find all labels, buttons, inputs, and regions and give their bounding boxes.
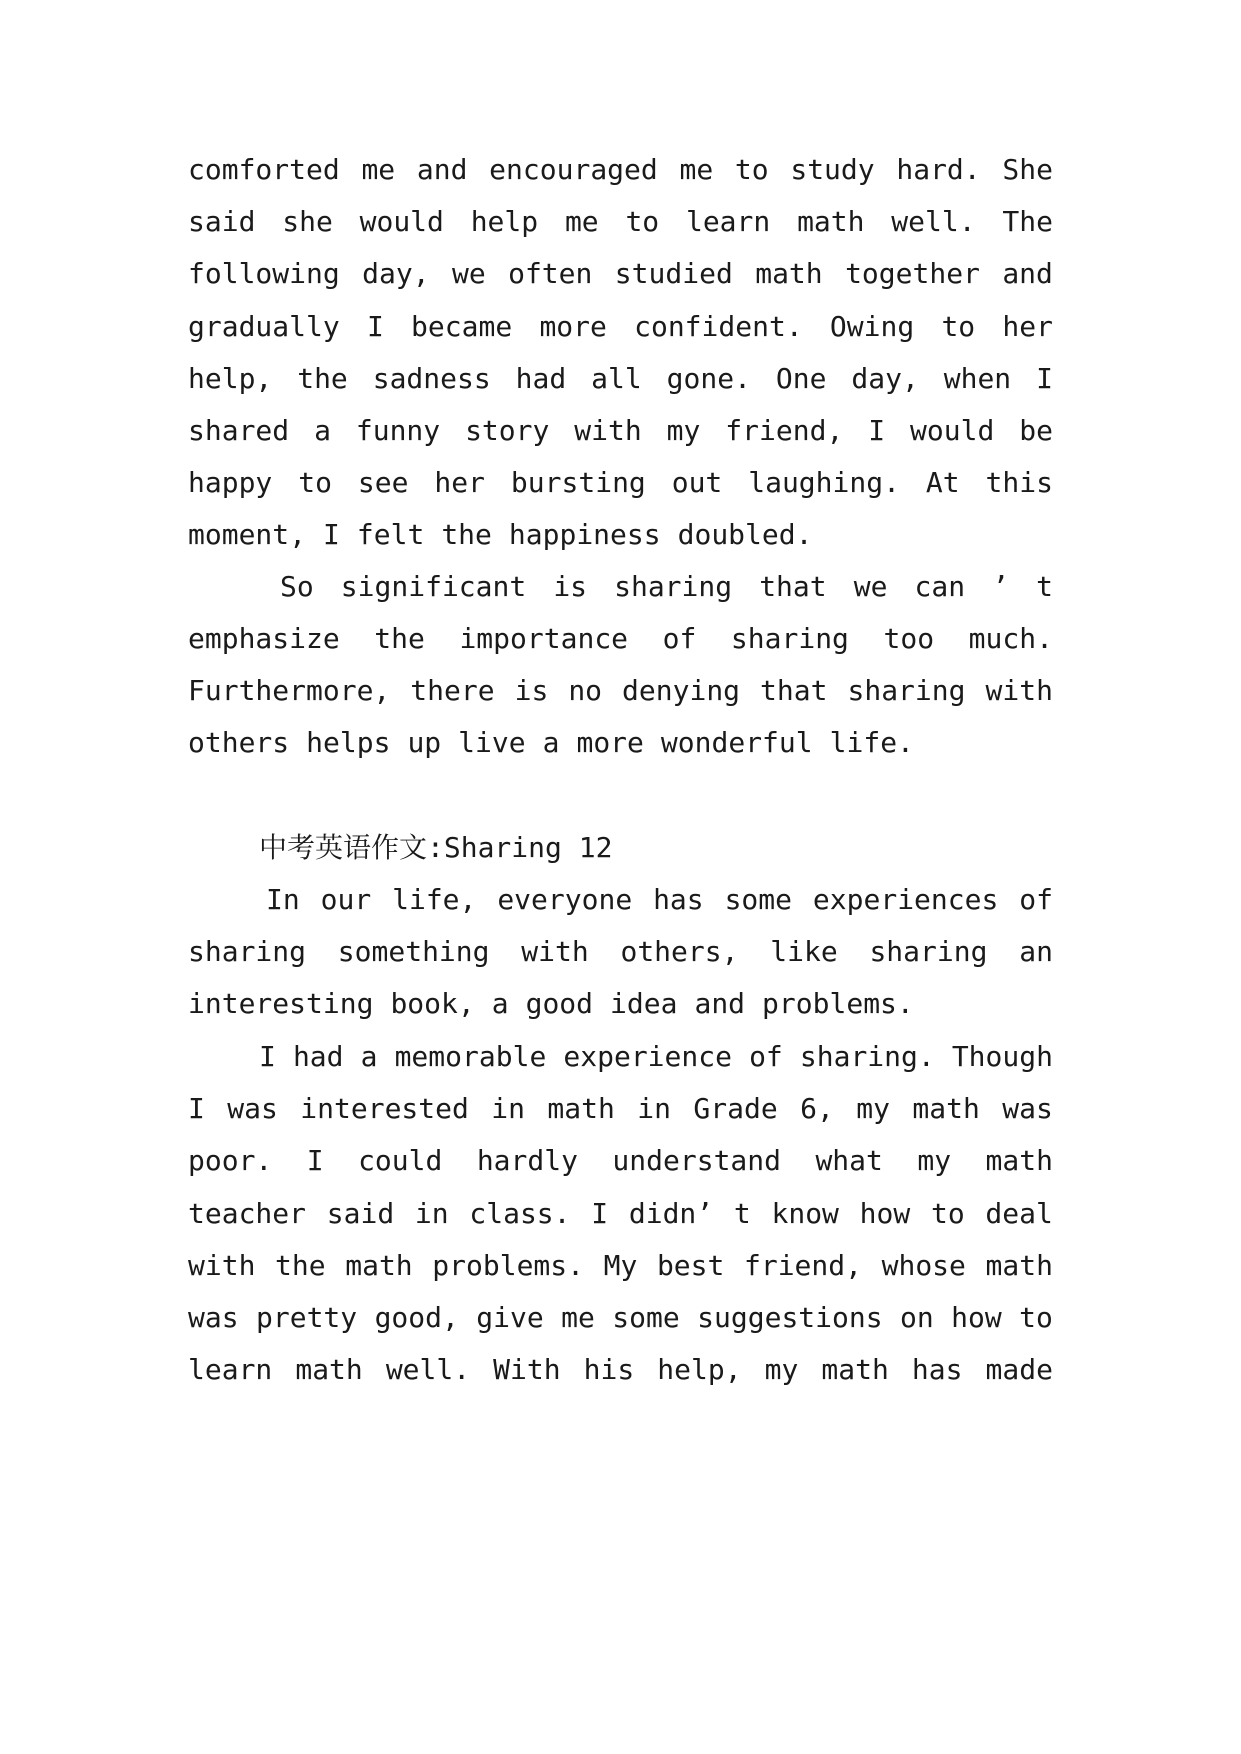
word: sharing. xyxy=(799,1040,935,1073)
word: my xyxy=(764,1353,799,1386)
word: would xyxy=(910,414,995,447)
word: whose xyxy=(881,1249,966,1282)
word: significant xyxy=(340,570,527,603)
word: with xyxy=(521,935,589,968)
word: She xyxy=(1002,153,1053,186)
word: sharing xyxy=(847,674,966,707)
word: sadness xyxy=(372,362,491,395)
word: to xyxy=(298,466,332,499)
word: t xyxy=(733,1197,751,1230)
word: helps xyxy=(306,726,391,759)
word: math xyxy=(985,1144,1053,1177)
word: her xyxy=(434,466,485,499)
word: is xyxy=(514,674,549,707)
word: At xyxy=(925,466,960,499)
word: my xyxy=(666,414,701,447)
text-line xyxy=(188,1194,1053,1234)
word: some xyxy=(612,1301,680,1334)
word: gradually xyxy=(188,310,340,343)
word: how xyxy=(951,1301,1002,1334)
word: study xyxy=(790,153,875,186)
word: a xyxy=(360,1040,378,1073)
word: others xyxy=(188,726,290,759)
text-line xyxy=(188,307,1053,347)
word: poor. xyxy=(188,1144,273,1177)
word: good, xyxy=(374,1301,459,1334)
word: out xyxy=(671,466,723,499)
word: Grade xyxy=(693,1092,778,1125)
word: sharing xyxy=(188,935,307,968)
word: there xyxy=(410,674,495,707)
word: all xyxy=(591,362,642,395)
word: math xyxy=(345,1249,413,1282)
word: math xyxy=(547,1092,615,1125)
word: others, xyxy=(620,935,739,968)
word: One xyxy=(775,362,827,395)
word: she xyxy=(282,205,333,238)
word: a xyxy=(491,987,509,1020)
word: me xyxy=(561,1301,595,1334)
word: understand xyxy=(612,1144,781,1177)
word: made xyxy=(985,1353,1053,1386)
word: our xyxy=(320,883,372,916)
word: well. xyxy=(385,1353,471,1386)
word: the xyxy=(441,518,492,551)
text-line xyxy=(188,1089,1053,1129)
word: confident. xyxy=(634,310,803,343)
word: I xyxy=(591,1197,609,1230)
word: became xyxy=(411,310,513,343)
word: I xyxy=(306,1144,324,1177)
word: Though xyxy=(951,1040,1053,1073)
word: said xyxy=(326,1197,395,1230)
text-line xyxy=(188,723,931,763)
word: Owing xyxy=(829,310,915,343)
word: can xyxy=(914,570,966,603)
word: of xyxy=(1019,883,1053,916)
word: in xyxy=(491,1092,525,1125)
word: the xyxy=(297,362,348,395)
word: funny xyxy=(355,414,441,447)
word: what xyxy=(815,1144,883,1177)
word: encouraged xyxy=(489,153,658,186)
word: in xyxy=(637,1092,671,1125)
word: I xyxy=(188,1092,205,1125)
word: deal xyxy=(985,1197,1053,1230)
word: idea xyxy=(610,987,678,1020)
word: learn xyxy=(188,1353,273,1386)
word: interested xyxy=(300,1092,469,1125)
word: see xyxy=(357,466,409,499)
text-line xyxy=(188,932,1053,972)
word: no xyxy=(568,674,603,707)
word: is xyxy=(553,570,588,603)
word: to xyxy=(941,310,976,343)
word: I xyxy=(366,310,384,343)
word: a xyxy=(542,726,560,759)
word: day, xyxy=(851,362,919,395)
word: know xyxy=(771,1197,839,1230)
word: With xyxy=(493,1353,561,1386)
word: laughing. xyxy=(748,466,900,499)
word: friend, xyxy=(743,1249,862,1282)
word: with xyxy=(985,674,1053,707)
text-line xyxy=(188,984,931,1024)
word: The xyxy=(1002,205,1053,238)
word: has xyxy=(653,883,704,916)
word: math xyxy=(912,1092,980,1125)
word: pretty xyxy=(256,1301,358,1334)
word: give xyxy=(476,1301,544,1334)
word: experience xyxy=(563,1040,732,1073)
word: my xyxy=(917,1144,952,1177)
word: and xyxy=(1002,257,1053,290)
word: wonderful xyxy=(660,726,813,759)
word: me xyxy=(564,205,599,238)
word: following xyxy=(188,257,340,290)
word: gone. xyxy=(666,362,751,395)
text-line xyxy=(188,150,1053,190)
word: that xyxy=(760,674,828,707)
word: I xyxy=(323,518,340,551)
word: sharing xyxy=(614,570,733,603)
text-line xyxy=(266,880,1053,920)
word: day, xyxy=(362,257,430,290)
word: In xyxy=(266,883,300,916)
word: live xyxy=(458,726,526,759)
word: this xyxy=(985,466,1053,499)
text-line xyxy=(188,463,1053,503)
word: felt xyxy=(356,518,425,551)
word: I xyxy=(259,1040,276,1073)
word: help, xyxy=(657,1353,742,1386)
word: math xyxy=(821,1353,889,1386)
text-line xyxy=(188,619,1053,659)
word: had xyxy=(515,362,567,395)
word: too xyxy=(883,622,935,655)
word: math xyxy=(295,1353,363,1386)
word: and xyxy=(694,987,746,1020)
word: story xyxy=(465,414,550,447)
text-line xyxy=(188,1141,1053,1181)
word: emphasize xyxy=(188,622,340,655)
word: teacher xyxy=(188,1197,307,1230)
word: be xyxy=(1019,414,1053,447)
word: studied xyxy=(614,257,733,290)
word: importance xyxy=(459,622,629,655)
word: everyone xyxy=(497,883,633,916)
word: math xyxy=(985,1249,1053,1282)
word: life, xyxy=(392,883,477,916)
word: 6, xyxy=(800,1092,834,1125)
word: together xyxy=(845,257,980,290)
word: sharing xyxy=(730,622,849,655)
text-line xyxy=(188,411,1053,451)
word: help xyxy=(470,205,539,238)
word: an xyxy=(1019,935,1053,968)
word: comforted xyxy=(188,153,340,186)
word: to xyxy=(1019,1301,1053,1334)
word: some xyxy=(724,883,792,916)
word: to xyxy=(930,1197,965,1230)
word: that xyxy=(759,570,827,603)
word: life. xyxy=(829,726,914,759)
word: best xyxy=(656,1249,725,1282)
word: well. xyxy=(891,205,976,238)
word: his xyxy=(583,1353,635,1386)
word: said xyxy=(188,205,256,238)
text-line xyxy=(188,202,1053,242)
word: experiences xyxy=(812,883,999,916)
word: My xyxy=(603,1249,638,1282)
word: much. xyxy=(968,622,1053,655)
text-line xyxy=(188,1350,1053,1390)
word: help, xyxy=(188,362,273,395)
word: bursting xyxy=(510,466,646,499)
word: friend, xyxy=(725,414,844,447)
word: on xyxy=(900,1301,934,1334)
word: up xyxy=(407,726,442,759)
word: with xyxy=(574,414,642,447)
word: was xyxy=(227,1092,278,1125)
word: of xyxy=(662,622,697,655)
word: had xyxy=(292,1040,344,1073)
word: suggestions xyxy=(697,1301,883,1334)
word: didn’ xyxy=(628,1197,714,1230)
word: a xyxy=(314,414,331,447)
word: to xyxy=(734,153,769,186)
word: I xyxy=(868,414,886,447)
word: of xyxy=(749,1040,783,1073)
word: problems. xyxy=(432,1249,584,1282)
word: often xyxy=(508,257,593,290)
word: I xyxy=(1036,362,1053,395)
word: memorable xyxy=(394,1040,547,1073)
text-line xyxy=(188,1298,1053,1338)
word: interesting xyxy=(188,987,374,1020)
word: good xyxy=(525,987,594,1020)
word: math xyxy=(755,257,823,290)
text-line xyxy=(188,254,1053,294)
word: more xyxy=(539,310,607,343)
text-line xyxy=(259,1037,1053,1077)
word: more xyxy=(576,726,644,759)
word: would xyxy=(359,205,444,238)
word: and xyxy=(416,153,468,186)
text-line xyxy=(280,567,1053,607)
word: math xyxy=(797,205,865,238)
word: doubled. xyxy=(677,518,813,551)
word: happy xyxy=(188,466,273,499)
word: how xyxy=(859,1197,911,1230)
word: like xyxy=(770,935,838,968)
word: was xyxy=(1002,1092,1053,1125)
word: could xyxy=(358,1144,443,1177)
word: when xyxy=(943,362,1012,395)
word: shared xyxy=(188,414,290,447)
section-heading: 中考英语作文:Sharing 12 xyxy=(259,831,613,864)
word: class. xyxy=(469,1197,571,1230)
text-line xyxy=(188,671,1053,711)
text-line xyxy=(188,515,829,555)
word: learn xyxy=(685,205,771,238)
word: Furthermore, xyxy=(188,674,391,707)
word: something xyxy=(337,935,490,968)
word: the xyxy=(374,622,425,655)
word: moment, xyxy=(188,518,307,551)
text-line xyxy=(188,1246,1053,1286)
word: hard. xyxy=(896,153,981,186)
word: her xyxy=(1002,310,1053,343)
word: my xyxy=(856,1092,890,1125)
word: hardly xyxy=(476,1144,578,1177)
word: happiness xyxy=(508,518,661,551)
word: in xyxy=(414,1197,449,1230)
word: So xyxy=(280,570,314,603)
word: with xyxy=(188,1249,256,1282)
word: me xyxy=(679,153,714,186)
word: to xyxy=(625,205,660,238)
word: the xyxy=(275,1249,326,1282)
word: ’ xyxy=(992,570,1010,603)
text-line xyxy=(188,359,1053,399)
word: was xyxy=(188,1301,239,1334)
word: problems. xyxy=(762,987,914,1020)
word: we xyxy=(853,570,888,603)
word: me xyxy=(361,153,396,186)
word: we xyxy=(451,257,486,290)
word: sharing xyxy=(869,935,988,968)
word: t xyxy=(1036,570,1053,603)
word: denying xyxy=(622,674,741,707)
word: book, xyxy=(390,987,475,1020)
word: has xyxy=(911,1353,963,1386)
